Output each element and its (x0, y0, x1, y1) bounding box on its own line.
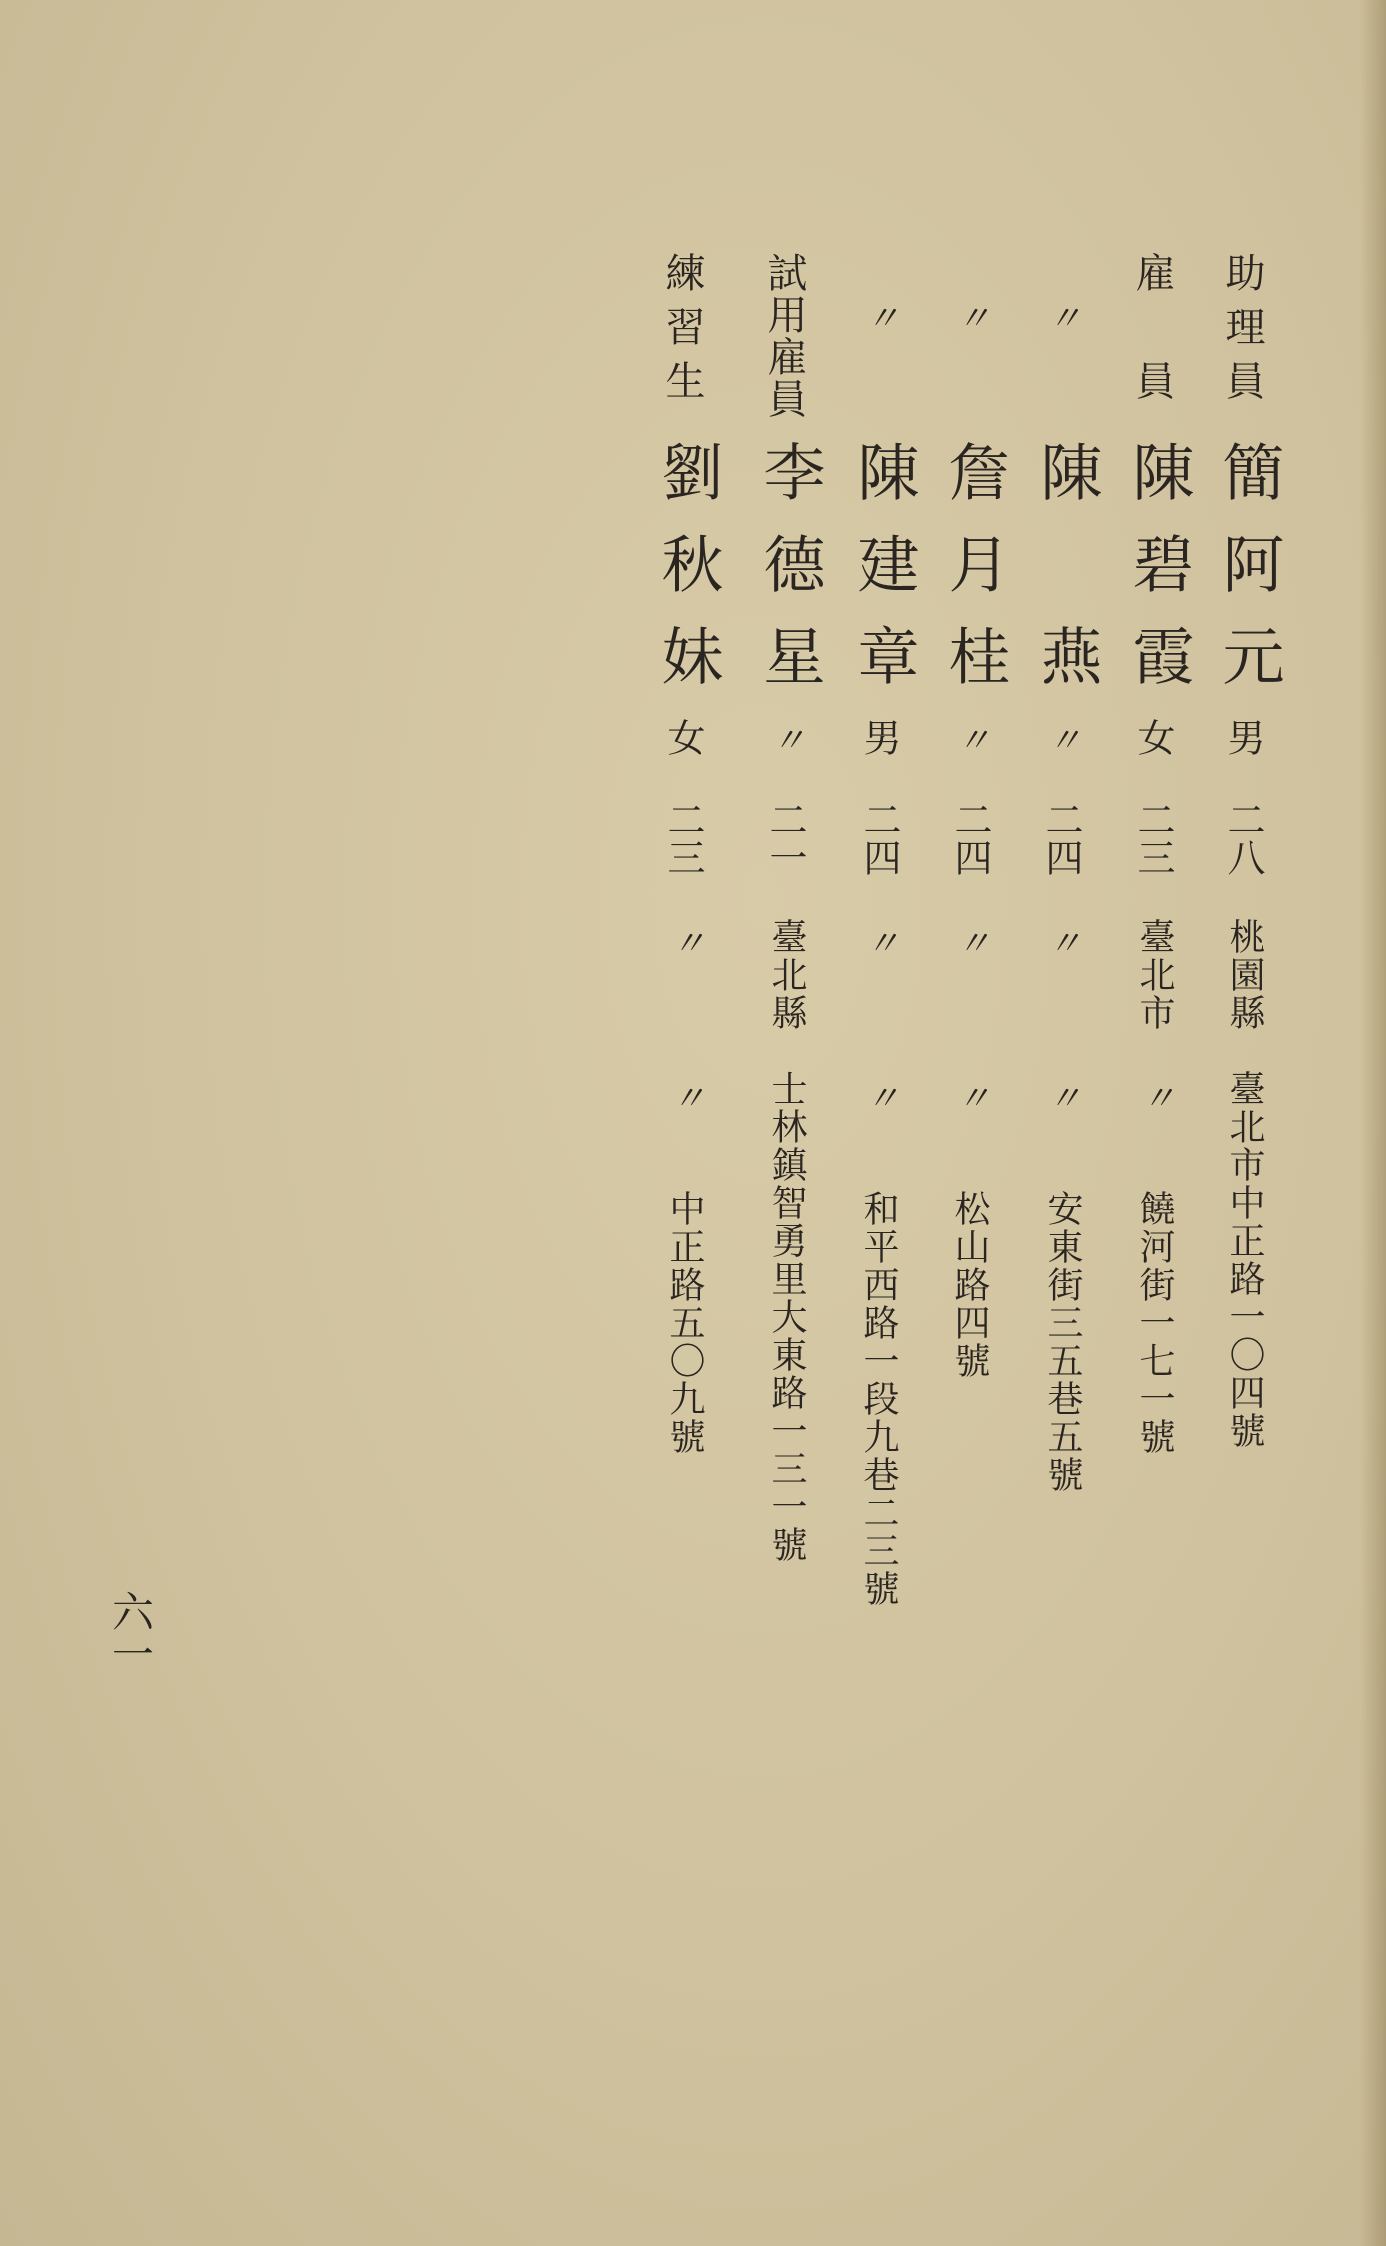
row-gender: 女 (661, 718, 705, 756)
row-gender: 〃 (950, 722, 990, 756)
row-age: 二一 (763, 800, 807, 876)
row-address-ditto: 〃 (1135, 1080, 1175, 1114)
row-address-ditto: 〃 (665, 1080, 705, 1114)
row-age: 二四 (948, 800, 992, 876)
row-origin: 桃園縣 (1224, 918, 1265, 1032)
row-name: 簡阿元 (1212, 440, 1285, 716)
row-name: 陳 燕 (1030, 440, 1103, 716)
row-gender: 〃 (1041, 722, 1081, 756)
row-origin: 〃 (950, 925, 990, 959)
row-name: 陳建章 (847, 440, 920, 716)
row-title: 〃 (1041, 300, 1081, 334)
row-title: 〃 (859, 300, 899, 334)
row-address: 松山路四號 (949, 1190, 990, 1380)
row-title: 助理員 (1219, 252, 1265, 414)
row-gender: 女 (1131, 718, 1175, 756)
row-address: 中正路五〇九號 (664, 1190, 705, 1456)
row-age: 二三 (661, 800, 705, 876)
row-address: 饒河街一七一號 (1134, 1190, 1175, 1456)
row-origin: 臺北縣 (766, 918, 807, 1032)
row-address: 安東街三五巷五號 (1042, 1190, 1083, 1494)
row-origin: 臺北市 (1134, 918, 1175, 1032)
row-title: 雇 員 (1129, 252, 1175, 414)
row-address: 臺北市中正路一〇四號 (1224, 1070, 1265, 1450)
row-age: 二四 (857, 800, 901, 876)
row-age: 二三 (1131, 800, 1175, 876)
row-gender: 〃 (765, 722, 805, 756)
row-name: 陳碧霞 (1122, 440, 1195, 716)
row-gender: 男 (857, 718, 901, 756)
row-origin: 〃 (665, 925, 705, 959)
bleed-through-ghost (290, 440, 374, 704)
page-edge-shadow (1360, 0, 1386, 2246)
row-title: 〃 (950, 300, 990, 334)
row-name: 李德星 (753, 440, 826, 716)
row-origin: 〃 (1041, 925, 1081, 959)
row-address-ditto: 〃 (1041, 1080, 1081, 1114)
row-name: 詹月桂 (938, 440, 1011, 716)
row-age: 二四 (1039, 800, 1083, 876)
row-name: 劉秋妹 (651, 440, 724, 716)
row-address: 和平西路一段九巷二三號 (858, 1190, 899, 1608)
row-age: 二八 (1221, 800, 1265, 876)
row-origin: 〃 (859, 925, 899, 959)
row-title: 試用雇員 (761, 252, 807, 420)
row-gender: 男 (1221, 718, 1265, 756)
row-title: 練習生 (659, 252, 705, 414)
row-address-ditto: 〃 (859, 1080, 899, 1114)
row-address-ditto: 〃 (950, 1080, 990, 1114)
page-number: 六一 (106, 1590, 155, 1674)
row-address: 士林鎮智勇里大東路一三一號 (766, 1070, 807, 1564)
